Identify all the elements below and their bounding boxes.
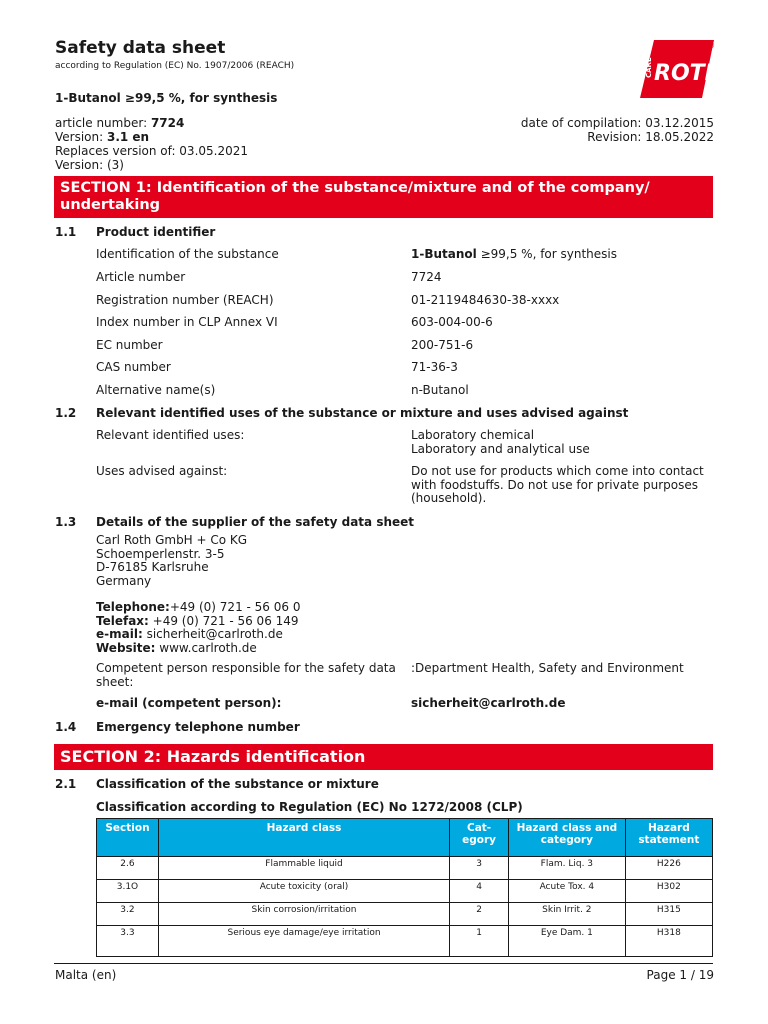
document-subtitle: according to Regulation (EC) No. 1907/2006 (REACH) [55, 61, 295, 71]
revision-date: Revision: 18.05.2022 [587, 130, 714, 144]
replaces-version-number: Version: (3) [55, 158, 124, 172]
subsection-number: 1.4 [55, 720, 77, 734]
row-value: 1-Butanol ≥99,5 %, for synthesis [411, 247, 618, 261]
row-label: Article number [96, 270, 186, 284]
subsection-title: Details of the supplier of the safety data sheet [96, 515, 415, 529]
footer-divider [54, 963, 713, 964]
column-header: Hazard class and category [509, 819, 626, 857]
row-label: Alternative name(s) [96, 383, 216, 397]
row-label: Registration number (REACH) [96, 293, 274, 307]
row-value: 71-36-3 [411, 360, 458, 374]
section-2-header: SECTION 2: Hazards identification [54, 744, 713, 770]
table-row: 2.6 Flammable liquid 3 Flam. Liq. 3 H226 [97, 857, 713, 880]
table-row: 3.1O Acute toxicity (oral) 4 Acute Tox. 4 H302 [97, 880, 713, 903]
product-name: 1-Butanol ≥99,5 %, for synthesis [55, 91, 278, 105]
uses-label: Relevant identified uses: [96, 428, 245, 442]
subsection-title: Relevant identified uses of the substance or mixture and uses advised against [96, 406, 629, 420]
replaces-version: Replaces version of: 03.05.2021 [55, 144, 249, 158]
subsection-number: 1.3 [55, 515, 77, 529]
table-row: 3.3 Serious eye damage/eye irritation 1 Eye Dam. 1 H318 [97, 926, 713, 957]
subsection-title: Classification of the substance or mixture [96, 777, 379, 791]
competent-email-label: e-mail (competent person): [96, 696, 282, 710]
column-header: Hazard class [158, 819, 449, 857]
subsection-number: 1.1 [55, 225, 77, 239]
email: e-mail: sicherheit@carlroth.de [96, 627, 283, 641]
row-label: CAS number [96, 360, 171, 374]
svg-text:CARL: CARL [645, 57, 653, 78]
row-value: 7724 [411, 270, 442, 284]
footer-country: Malta (en) [55, 968, 117, 982]
table-row: 3.2 Skin corrosion/irritation 2 Skin Irrit. 2 H315 [97, 903, 713, 926]
section-1-header: SECTION 1: Identification of the substance/mixture and of the company/ undertaking [54, 176, 713, 218]
hazard-classification-table [96, 818, 713, 957]
against-label: Uses advised against: [96, 464, 228, 478]
document-title: Safety data sheet [55, 38, 226, 58]
subsection-number: 1.2 [55, 406, 77, 420]
row-label: Index number in CLP Annex VI [96, 315, 278, 329]
column-header: Hazard statement [625, 819, 712, 857]
subsection-title: Product identifier [96, 225, 216, 239]
classification-subtitle: Classification according to Regulation (EC) No 1272/2008 (CLP) [96, 800, 523, 814]
row-value: 01-2119484630-38-xxxx [411, 293, 560, 307]
telefax: Telefax: +49 (0) 721 - 56 06 149 [96, 613, 299, 628]
row-value: 603-004-00-6 [411, 315, 493, 329]
meta-right [521, 116, 714, 144]
row-value: n-Butanol [411, 383, 469, 397]
compilation-date: date of compilation: 03.12.2015 [520, 116, 714, 130]
row-value: 200-751-6 [411, 338, 474, 352]
uses-value: Laboratory chemical Laboratory and analytical use [411, 428, 590, 456]
svg-text:®: ® [708, 42, 715, 50]
column-header: Cat-egory [450, 819, 509, 857]
supplier-address: Carl Roth GmbH + Co KG Schoemperlenstr. 3-5 D-76185 Karlsruhe Germany [96, 533, 248, 588]
row-label: EC number [96, 338, 163, 352]
competent-email-value: sicherheit@carlroth.de [411, 696, 566, 710]
telephone: Telephone:+49 (0) 721 - 56 06 0 [96, 600, 301, 614]
svg-text:ROTH: ROTH [654, 61, 724, 86]
roth-logo [640, 40, 724, 98]
table-header-row [97, 819, 713, 857]
subsection-number: 2.1 [55, 777, 77, 791]
row-label: Identification of the substance [96, 247, 279, 261]
against-value: Do not use for products which come into contact with foodstuffs. Do not use for private purposes (household). [411, 464, 704, 505]
supplier-contacts [96, 601, 300, 655]
competent-person-label: Competent person responsible for the safety data sheet: [96, 661, 396, 689]
meta-left: article number: 7724 Version: 3.1 en Replaces version of: 03.05.2021 Version: (3) [55, 116, 249, 172]
competent-person-value: :Department Health, Safety and Environment [411, 661, 684, 675]
column-header: Section [97, 819, 159, 857]
subsection-title: Emergency telephone number [96, 720, 300, 734]
page-number: Page 1 / 19 [646, 968, 714, 982]
website: Website: www.carlroth.de [96, 640, 257, 655]
